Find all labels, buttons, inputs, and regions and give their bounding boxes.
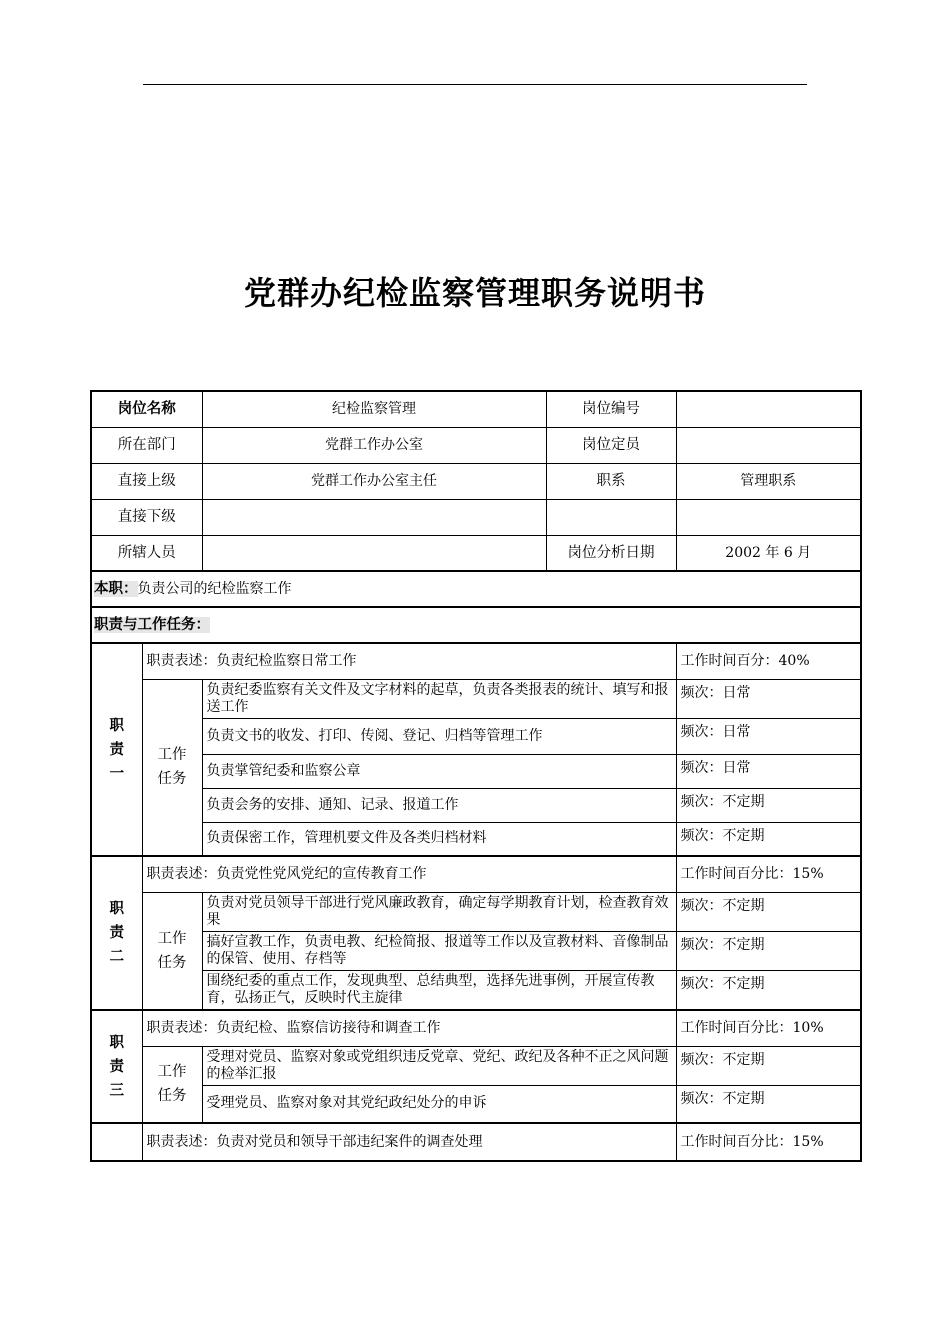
task-frequency: 频次：不定期 bbox=[676, 822, 861, 856]
task-text: 受理对党员、监察对象或党组织违反党章、党纪、政纪及各种不正之风问题的检举汇报 bbox=[202, 1046, 676, 1085]
task-text: 负责纪委监察有关文件及文字材料的起草，负责各类报表的统计、填写和报送工作 bbox=[202, 679, 676, 718]
post-name-label: 岗位名称 bbox=[91, 391, 202, 427]
subordinate-blank bbox=[546, 499, 676, 535]
series-label: 职系 bbox=[546, 463, 676, 499]
subordinate-label: 直接下级 bbox=[91, 499, 202, 535]
dept-value: 党群工作办公室 bbox=[202, 427, 546, 463]
task-label: 工作 任务 bbox=[142, 1046, 202, 1123]
dept-label: 所在部门 bbox=[91, 427, 202, 463]
subordinate-value bbox=[202, 499, 546, 535]
main-duty-value: 负责公司的纪检监察工作 bbox=[137, 581, 292, 597]
post-no-value bbox=[676, 391, 861, 427]
duty-statement: 职责表述：负责纪检、监察信访接待和调查工作 bbox=[142, 1010, 676, 1046]
task-frequency: 频次：不定期 bbox=[676, 1085, 861, 1123]
superior-label: 直接上级 bbox=[91, 463, 202, 499]
tasks-header: 职责与工作任务： bbox=[94, 617, 210, 633]
subordinate-blank-2 bbox=[676, 499, 861, 535]
task-frequency: 频次：日常 bbox=[676, 679, 861, 718]
task-label: 工作 任务 bbox=[142, 679, 202, 856]
duty-name: 职 责 三 bbox=[91, 1010, 142, 1123]
task-frequency: 频次：日常 bbox=[676, 754, 861, 788]
task-frequency: 频次：日常 bbox=[676, 718, 861, 754]
job-description-table bbox=[90, 390, 862, 1162]
series-value: 管理职系 bbox=[676, 463, 861, 499]
header-rule bbox=[143, 84, 807, 85]
post-name-value: 纪检监察管理 bbox=[202, 391, 546, 427]
task-text: 负责对党员领导干部进行党风廉政教育，确定每学期教育计划，检查教育效果 bbox=[202, 892, 676, 931]
post-no-label: 岗位编号 bbox=[546, 391, 676, 427]
duty-name: 职 责 一 bbox=[91, 643, 142, 856]
task-frequency: 频次：不定期 bbox=[676, 788, 861, 822]
task-text: 围绕纪委的重点工作，发现典型、总结典型，选择先进事例，开展宣传教育，弘扬正气，反映时代主旋律 bbox=[202, 970, 676, 1010]
task-frequency: 频次：不定期 bbox=[676, 931, 861, 970]
task-text: 负责会务的安排、通知、记录、报道工作 bbox=[202, 788, 676, 822]
task-text: 受理党员、监察对象对其党纪政纪处分的申诉 bbox=[202, 1085, 676, 1123]
duty-name: 职 责 二 bbox=[91, 856, 142, 1010]
staff-label: 所辖人员 bbox=[91, 535, 202, 571]
date-value: 2002 年 6 月 bbox=[676, 535, 861, 571]
document-title: 党群办纪检监察管理职务说明书 bbox=[243, 274, 706, 312]
duty-name bbox=[91, 1123, 142, 1161]
quota-label: 岗位定员 bbox=[546, 427, 676, 463]
task-frequency: 频次：不定期 bbox=[676, 1046, 861, 1085]
task-frequency: 频次：不定期 bbox=[676, 970, 861, 1010]
duty-time-percent: 工作时间百分比：15% bbox=[676, 856, 861, 892]
date-label: 岗位分析日期 bbox=[546, 535, 676, 571]
duty-statement: 职责表述：负责纪检监察日常工作 bbox=[142, 643, 676, 679]
task-text: 负责掌管纪委和监察公章 bbox=[202, 754, 676, 788]
task-frequency: 频次：不定期 bbox=[676, 892, 861, 931]
task-text: 搞好宣教工作，负责电教、纪检简报、报道等工作以及宣教材料、音像制品的保管、使用、存档等 bbox=[202, 931, 676, 970]
duty-statement: 职责表述：负责党性党风党纪的宣传教育工作 bbox=[142, 856, 676, 892]
main-duty-label: 本职： bbox=[94, 581, 138, 597]
duty-time-percent: 工作时间百分比：10% bbox=[676, 1010, 861, 1046]
duty-statement: 职责表述：负责对党员和领导干部违纪案件的调查处理 bbox=[142, 1123, 676, 1161]
quota-value bbox=[676, 427, 861, 463]
duty-time-percent: 工作时间百分：40% bbox=[676, 643, 861, 679]
staff-value bbox=[202, 535, 546, 571]
task-label: 工作 任务 bbox=[142, 892, 202, 1010]
duty-time-percent: 工作时间百分比：15% bbox=[676, 1123, 861, 1161]
task-text: 负责文书的收发、打印、传阅、登记、归档等管理工作 bbox=[202, 718, 676, 754]
main-duty-row bbox=[91, 571, 861, 607]
superior-value: 党群工作办公室主任 bbox=[202, 463, 546, 499]
tasks-header-row bbox=[91, 607, 861, 643]
task-text: 负责保密工作，管理机要文件及各类归档材料 bbox=[202, 822, 676, 856]
